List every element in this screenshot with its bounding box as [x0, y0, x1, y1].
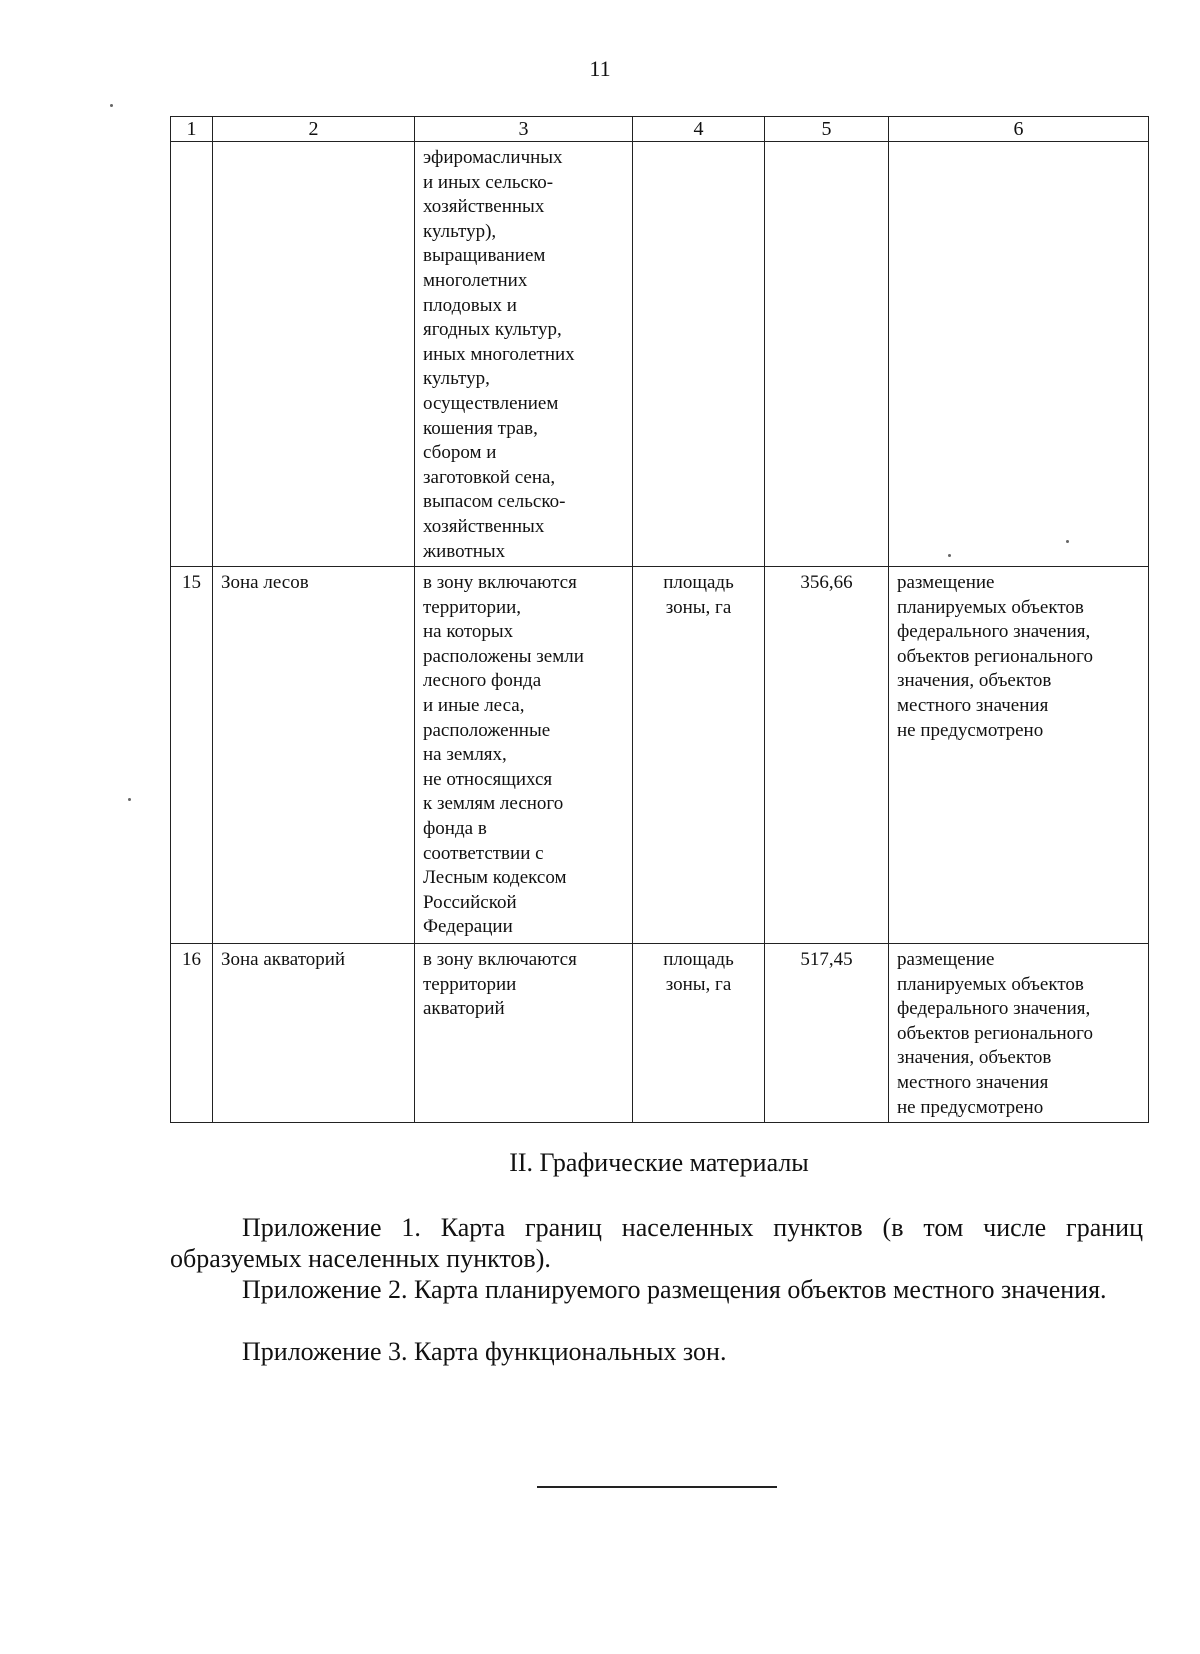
cell-line: объектов регионального: [897, 645, 1094, 667]
cell-line: хозяйственных: [423, 196, 545, 218]
table-row: [171, 944, 1149, 1123]
cell-line: федерального значения,: [897, 998, 1091, 1020]
cell-line: зоны, га: [665, 596, 732, 618]
cell-line: осуществлением: [423, 392, 559, 414]
indicator-cell: [633, 944, 765, 1123]
cell-line: планируемых объектов: [897, 973, 1084, 995]
cell-line: Лесным кодексом: [423, 867, 567, 889]
cell-line: значения, объектов: [897, 670, 1052, 692]
cell-line: Федерации: [423, 916, 513, 938]
cell-line: не предусмотрено: [897, 1096, 1044, 1118]
cell-line: в зону включаются: [423, 949, 577, 970]
zone-name: Зона акваторий: [213, 944, 415, 1123]
cell-line: культур,: [423, 368, 490, 390]
cell-line: не предусмотрено: [897, 719, 1044, 741]
cell-line: размещение: [897, 949, 995, 970]
cell-line: на которых: [423, 621, 514, 643]
cell-line: иных многолетних: [423, 343, 575, 365]
cell-line: ягодных культур,: [423, 319, 562, 341]
table-header-row: [171, 117, 1149, 142]
value-cell: 356,66: [765, 567, 889, 944]
cell-line: не относящихся: [423, 768, 553, 790]
cell-line: Российской: [423, 891, 517, 913]
column-header: 3: [415, 117, 633, 142]
cell-line: культур),: [423, 220, 497, 242]
cell-line: площадь: [663, 572, 734, 593]
column-header: 4: [633, 117, 765, 142]
row-number: 15: [171, 567, 213, 944]
cell-line: и иных сельско-: [423, 171, 554, 193]
description-cell: [415, 567, 633, 944]
cell-line: федерального значения,: [897, 621, 1091, 643]
cell-empty: [633, 142, 765, 567]
cell-line: выпасом сельско-: [423, 491, 566, 513]
cell-line: расположенные: [423, 719, 551, 741]
scan-speck: [128, 798, 131, 801]
cell-line: соответствии с: [423, 842, 544, 864]
cell-empty: [213, 142, 415, 567]
zone-name: Зона лесов: [213, 567, 415, 944]
cell-line: выращиванием: [423, 245, 546, 267]
cell-line: к землям лесного: [423, 793, 564, 815]
cell-line: площадь: [663, 949, 734, 970]
cell-line: фонда в: [423, 817, 487, 839]
row-number: 16: [171, 944, 213, 1123]
cell-line: значения, объектов: [897, 1047, 1052, 1069]
page-number: 11: [589, 56, 611, 81]
cell-line: расположены земли: [423, 645, 584, 667]
cell-line: в зону включаются: [423, 572, 577, 593]
cell-empty: [765, 142, 889, 567]
cell-line: хозяйственных: [423, 515, 545, 537]
description-cell: [415, 944, 633, 1123]
objects-cell: [889, 567, 1149, 944]
cell-line: объектов регионального: [897, 1022, 1094, 1044]
cell-line: кошения трав,: [423, 417, 538, 439]
column-header: 6: [889, 117, 1149, 142]
cell-line: местного значения: [897, 1071, 1049, 1093]
section-title: II. Графические материалы: [509, 1148, 809, 1177]
cell-line: животных: [423, 540, 506, 562]
description-cell: [415, 142, 633, 567]
appendix-2: Приложение 2. Карта планируемого размещения объектов местного значения.: [242, 1275, 1107, 1304]
cell-line: акваторий: [423, 998, 505, 1020]
scan-speck: [110, 104, 113, 107]
cell-line: и иные леса,: [423, 694, 525, 716]
table-row-continued: [171, 142, 1149, 567]
indicator-cell: [633, 567, 765, 944]
cell-line: многолетних: [423, 269, 528, 291]
cell-line: лесного фонда: [423, 670, 542, 692]
cell-empty: [171, 142, 213, 567]
column-header: 5: [765, 117, 889, 142]
objects-cell: [889, 944, 1149, 1123]
appendix-1: Приложение 1. Карта границ населенных пунктов (в том числе границ образуемых населенных пунктов).: [170, 1213, 1143, 1273]
cell-line: размещение: [897, 572, 995, 593]
cell-line: сбором и: [423, 442, 497, 464]
column-header: 1: [171, 117, 213, 142]
cell-line: планируемых объектов: [897, 596, 1084, 618]
cell-line: территории,: [423, 596, 522, 618]
cell-empty: [889, 142, 1149, 567]
cell-line: заготовкой сена,: [423, 466, 556, 488]
column-header: 2: [213, 117, 415, 142]
table-row: [171, 567, 1149, 944]
cell-line: на землях,: [423, 744, 507, 766]
end-rule: [537, 1486, 777, 1488]
value-cell: 517,45: [765, 944, 889, 1123]
cell-line: зоны, га: [665, 973, 732, 995]
cell-line: территории: [423, 973, 517, 995]
cell-line: местного значения: [897, 694, 1049, 716]
cell-line: эфиромасличных: [423, 147, 563, 168]
zones-table: [170, 116, 1149, 1123]
cell-line: плодовых и: [423, 294, 517, 316]
appendix-3: Приложение 3. Карта функциональных зон.: [242, 1337, 727, 1366]
